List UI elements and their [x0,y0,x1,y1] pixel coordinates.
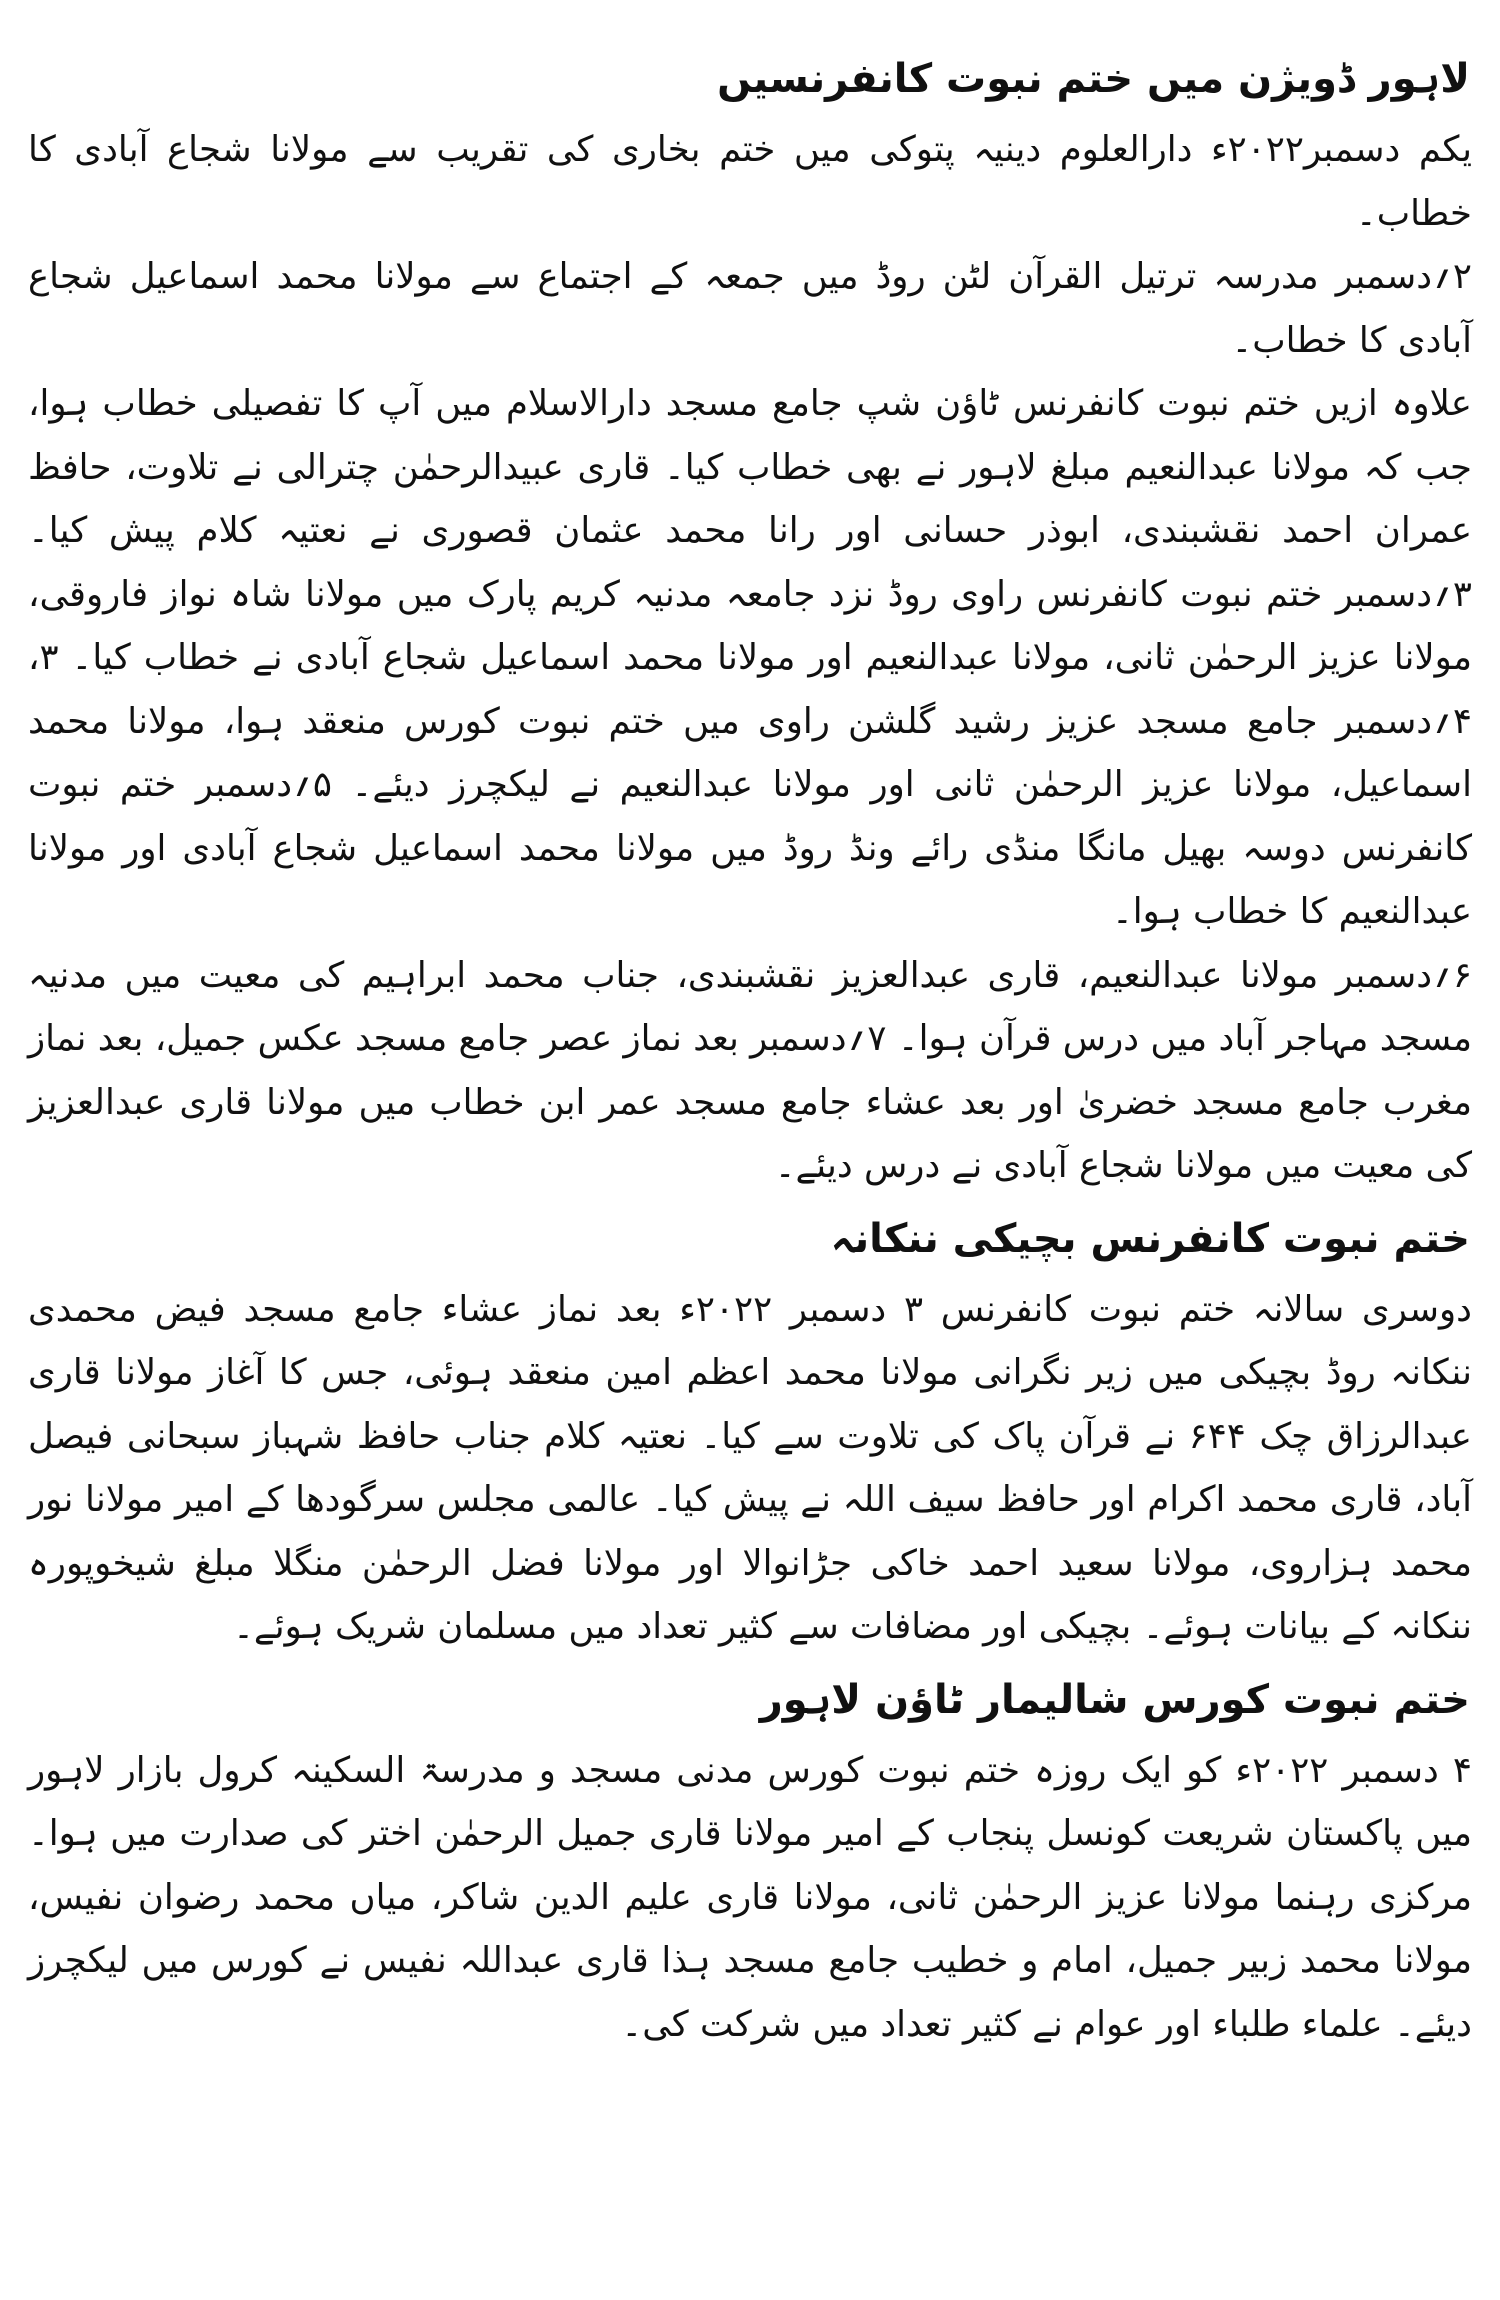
section-lahore-division [28,40,1472,1198]
section-heading: ختم نبوت کورس شالیمار ٹاؤن لاہور [759,1676,1470,1723]
paragraph: ۶؍دسمبر مولانا عبدالنعیم، قاری عبدالعزیز نقشبندی، جناب محمد ابراہیم کی معیت میں مدنیہ مسجد مہاجر آباد میں درس قرآن ہوا۔ ۷؍دسمبر بعد نماز عصر جامع مسجد عکس جمیل، بعد نماز مغرب جامع مسجد خضریٰ اور بعد عشاء جامع مسجد عمر ابن خطاب میں مولانا قاری عبدالعزیز کی معیت میں مولانا شجاع آبادی نے درس دیئے۔ [28,954,1473,1186]
paragraph: ۲؍دسمبر مدرسہ ترتیل القرآن لٹن روڈ میں جمعہ کے اجتماع سے مولانا محمد اسماعیل شجاع آبادی کا خطاب۔ [28,256,1472,361]
paragraph: یکم دسمبر۲۰۲۲ء دارالعلوم دینیہ پتوکی میں ختم بخاری کی تقریب سے مولانا شجاع آبادی کا خطاب۔ [28,129,1472,234]
section-heading: ختم نبوت کانفرنس بچیکی ننکانہ [830,1215,1470,1262]
paragraph: ۴ دسمبر ۲۰۲۲ء کو ایک روزہ ختم نبوت کورس مدنی مسجد و مدرسۃ السکینہ کرول بازار لاہور میں پاکستان شریعت کونسل پنجاب کے امیر مولانا قاری جمیل الرحمٰن اختر کی صدارت میں ہوا۔ مرکزی رہنما مولانا عزیز الرحمٰن ثانی، مولانا قاری علیم الدین شاکر، میاں محمد رضوان نفیس، مولانا محمد زبیر جمیل، امام و خطیب جامع مسجد ہذا قاری عبداللہ نفیس نے کورس میں لیکچرز دیئے۔ علماء طلباء اور عوام نے کثیر تعداد میں شرکت کی۔ [28,1749,1472,2045]
section-bachiki-nankana [28,1200,1472,1659]
paragraph: دوسری سالانہ ختم نبوت کانفرنس ۳ دسمبر ۲۰۲۲ء بعد نماز عشاء جامع مسجد فیض محمدی ننکانہ روڈ بچیکی میں زیر نگرانی مولانا محمد اعظم امین منعقد ہوئی، جس کا آغاز مولانا قاری عبدالرزاق چک ۶۴۴ نے قرآن پاک کی تلاوت سے کیا۔ نعتیہ کلام جناب حافظ شہباز سبحانی فیصل آباد، قاری محمد اکرام اور حافظ سیف اللہ نے پیش کیا۔ عالمی مجلس سرگودھا کے امیر مولانا نور محمد ہزاروی، مولانا سعید احمد خاکی جڑانوالا اور مولانا فضل الرحمٰن منگلا مبلغ شیخوپورہ ننکانہ کے بیانات ہوئے۔ بچیکی اور مضافات سے کثیر تعداد میں مسلمان شریک ہوئے۔ [28,1288,1472,1647]
section-shalimar-town [28,1661,1472,2057]
section-heading: لاہور ڈویژن میں ختم نبوت کانفرنسیں [717,56,1470,102]
paragraph: علاوہ ازیں ختم نبوت کانفرنس ٹاؤن شپ جامع مسجد دارالاسلام میں آپ کا تفصیلی خطاب ہوا، جب کہ مولانا عبدالنعیم مبلغ لاہور نے بھی خطاب کیا۔ قاری عبیدالرحمٰن چترالی نے تلاوت، حافظ عمران احمد نقشبندی، ابوذر حسانی اور رانا محمد عثمان قصوری نے نعتیہ کلام پیش کیا۔ ۳؍دسمبر ختم نبوت کانفرنس راوی روڈ نزد جامعہ مدنیہ کریم پارک میں مولانا شاہ نواز فاروقی، مولانا عزیز الرحمٰن ثانی، مولانا عبدالنعیم اور مولانا محمد اسماعیل شجاع آبادی نے خطاب کیا۔ ۳، ۴؍دسمبر جامع مسجد عزیز رشید گلشن راوی میں ختم نبوت کورس منعقد ہوا، مولانا محمد اسماعیل، مولانا عزیز الرحمٰن ثانی اور مولانا عبدالنعیم نے لیکچرز دیئے۔ ۵؍دسمبر ختم نبوت کانفرنس دوسہ بھیل مانگا منڈی رائے ونڈ روڈ میں مولانا محمد اسماعیل شجاع آبادی اور مولانا عبدالنعیم کا خطاب ہوا۔ [28,383,1472,932]
